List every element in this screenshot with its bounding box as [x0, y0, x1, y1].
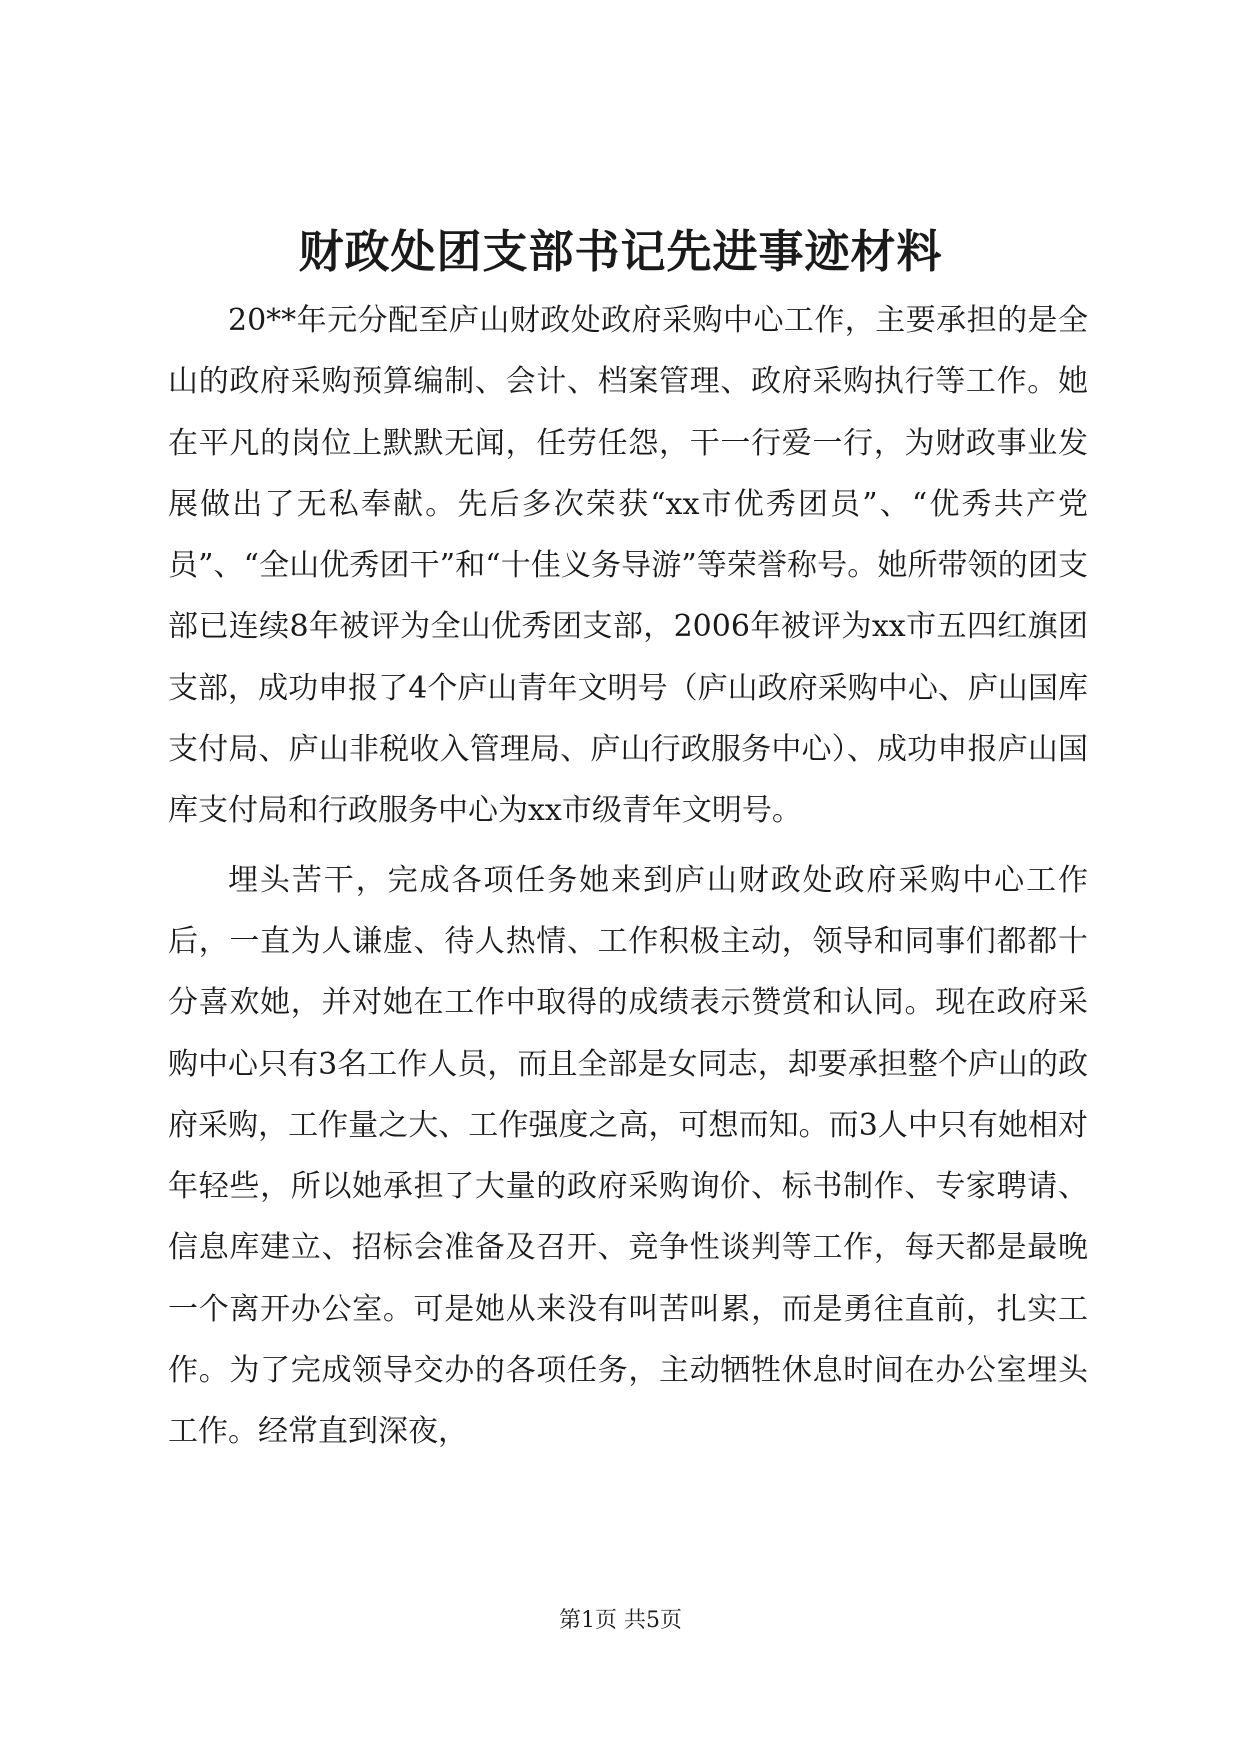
document-title: 财政处团支部书记先进事迹材料 [298, 225, 943, 278]
paragraph-1: 20**年元分配至庐山财政处政府采购中心工作，主要承担的是全山的政府采购预算编制、会计、档案管理、政府采购执行等工作。她在平凡的岗位上默默无闻，任劳任怨，干一行爱一行，为财政事业发展做出了无私奉献。先后多次荣获“xx市优秀团员”、“优秀共产党员”、“全山优秀团干”和“十佳义务导游”等荣誉称号。她所带领的团支部已连续8年被评为全山优秀团支部，2006年被评为xx市五四红旗团支部，成功申报了4个庐山青年文明号（庐山政府采购中心、庐山国库支付局、庐山非税收入管理局、庐山行政服务中心）、成功申报庐山国库支付局和行政服务中心为xx市级青年文明号。 [168, 303, 1088, 829]
page-footer: 第1页 共5页 [559, 1608, 682, 1633]
paragraph-2: 埋头苦干，完成各项任务她来到庐山财政处政府采购中心工作后，一直为人谦虚、待人热情、工作积极主动，领导和同事们都都十分喜欢她，并对她在工作中取得的成绩表示赞赏和认同。现在政府采购中心只有3名工作人员，而且全部是女同志，却要承担整个庐山的政府采购，工作量之大、工作强度之高，可想而知。而3人中只有她相对年轻些，所以她承担了大量的政府采购询价、标书制作、专家聘请、信息库建立、招标会准备及召开、竞争性谈判等工作，每天都是最晚一个离开办公室。可是她从来没有叫苦叫累，而是勇往直前，扎实工作。为了完成领导交办的各项任务，主动牺牲休息时间在办公室埋头工作。经常直到深夜， [168, 862, 1088, 1450]
document-body [168, 290, 1088, 1463]
